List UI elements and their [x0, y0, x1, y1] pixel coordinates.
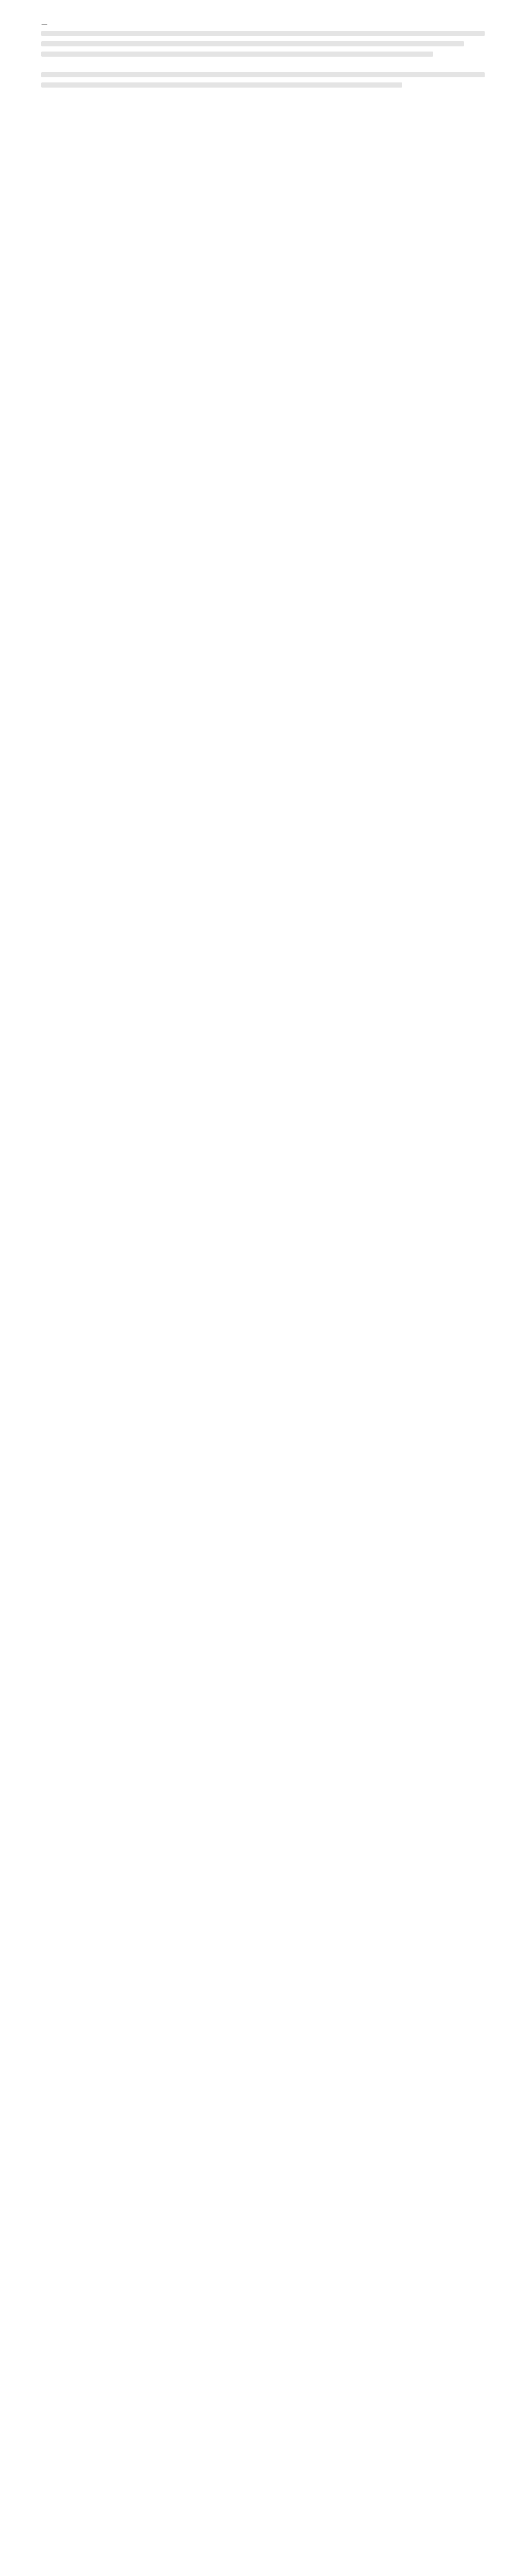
text-line-placeholder: [41, 82, 402, 88]
text-line-placeholder: [41, 52, 433, 57]
placeholder-text: —: [41, 21, 47, 28]
text-line-placeholder: [41, 72, 485, 77]
text-line-placeholder: [41, 31, 485, 36]
text-line-placeholder: [41, 41, 464, 46]
